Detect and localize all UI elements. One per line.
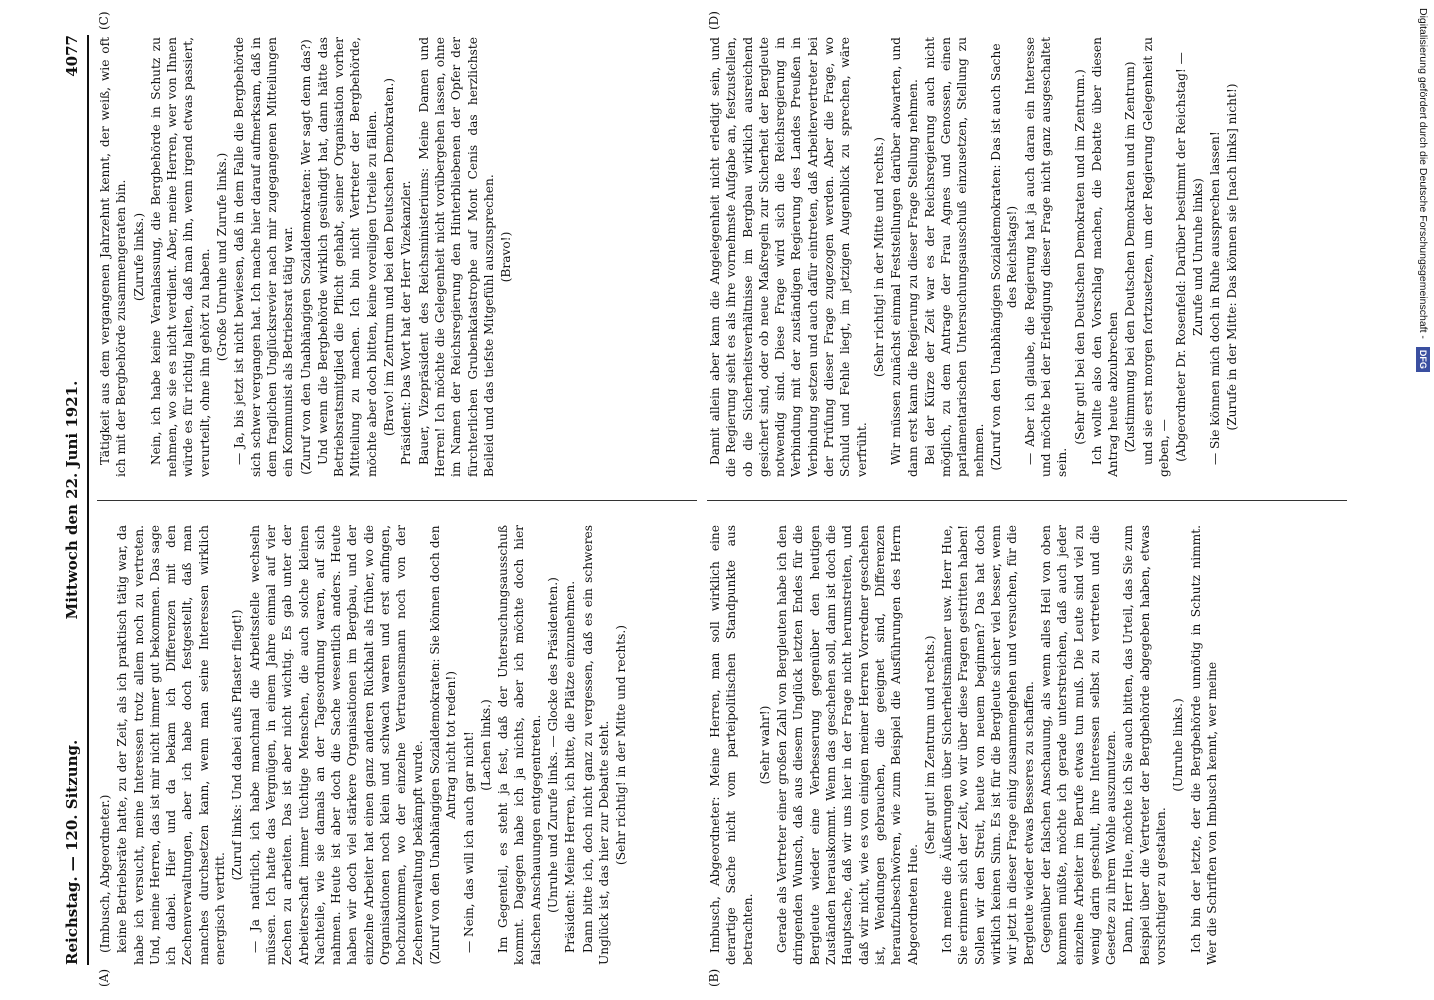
paragraph: Ich meine die Äußerungen über Sicherheitsmänner usw. Herr Hue, Sie erinnern sich der Zeit, wo wir über diese Fragen gestritten haben! Sollen wir den Streit, heute von neuem beginnen? Das hat doch wirklich keinen Sinn. Es ist für die Bergleute sicher viel besser, wenn wir jetzt in dieser Frage einig zusammengehen und versuchen, für die Bergleute wieder etwas Besseres zu schaffen.: [940, 525, 1036, 965]
paragraph: (Zurufe links.): [131, 212, 146, 302]
header-date: Mittwoch den 22. Juni 1921.: [63, 380, 81, 620]
paragraph: (Sehr richtig! in der Mitte und rechts.): [871, 136, 886, 378]
paragraph: (Große Unruhe und Zurufe links.): [215, 152, 230, 362]
paragraph: — Ja, bis jetzt ist nicht bewiesen, daß in dem Falle die Bergbehörde sich schwer vergangen hat. Ich mache hier darauf aufmerksam, daß in dem fraglichen Unglücksrevier nach mir zugegangenen Mitteilungen ein Kommunist als Betriebsrat tätig war.: [232, 37, 296, 477]
paragraph: Gerade als Vertreter einer großen Zahl von Bergleuten habe ich den dringenden Wunsch, daß aus diesem Unglück letzten Endes für die Bergleute wieder eine Verbesserung gegenüber den heutigen Zuständen herauskommt. Wenn das geschehen soll, dann ist doch die Hauptsache, daß wir uns hier in der Frage nicht herumstreiten, und daß wir nicht, wie es von einigen meiner Herren Vorredner geschehen ist, Wendungen gebrauchen, die geeignet sind, Differenzen heraufzubeschwören, wie zum Beispiel die Ausführungen des Herrn Abgeordneten Hue.: [775, 525, 920, 965]
header-rule: [87, 35, 89, 965]
paragraph: (Bravo! im Zentrum und bei den Deutschen Demokraten.): [382, 77, 397, 437]
paragraph: Ich wollte also den Vorschlag machen, die Debatte über diesen Antrag heute abzubrechen: [1089, 37, 1121, 477]
margin-marker-b: (B): [707, 968, 721, 987]
margin-marker-a: (A): [97, 968, 111, 987]
paragraph: (Imbusch, Abgeordneter.): [98, 794, 112, 953]
paragraph: — Ja natürlich, ich habe manchmal die Arbeitsstelle wechseln müssen. Ich hatte das Vergnügen, in einem Jahre einmal auf vier Zechen zu arbeiten. Das ist aber nicht wichtig. Es gab unter der Arbeiterschaft immer tüchtige Menschen, die auch solche kleinen Nachteile, wie sie damals an der Tagesordnung waren, auf sich nahmen. Heute ist aber doch die Sache wesentlich anders. Heute haben wir doch viel stärkere Organisationen im Bergbau, und der einzelne Arbeiter hat einen ganz anderen Rückhalt als früher, wo die Organisationen noch klein und schwach waren und erst anfingen, hochzukommen, wo der einzelne Vertrauensmann noch von der Zechenverwaltung bekämpft wurde.: [247, 525, 425, 965]
paragraph: Bei der Kürze der Zeit war es der Reichsregierung auch nicht möglich, zu dem Antrage der Frau Agnes und Genossen, einen parlamentarischen Untersuchungsausschuß einzusetzen, Stellung zu nehmen.: [922, 37, 986, 477]
lower-left-column: [707, 525, 1347, 965]
paragraph: Nein, ich habe keine Veranlassung, die Bergbehörde in Schutz zu nehmen, wo sie es nicht verdient. Aber, meine Herren, wer von Ihnen würde es für richtig halten, daß man ihn, wenn irgend etwas passiert, verurteilt, ohne ihn gehört zu haben.: [148, 37, 212, 477]
paragraph: (Sehr wahr!): [757, 705, 772, 785]
paragraph: und sie erst morgen fortzusetzen, um der Regierung Gelegenheit zu geben, —: [1140, 37, 1172, 477]
right-column: [97, 37, 697, 477]
paragraph: Gegenüber der falschen Anschauung, als wenn alles Heil von oben kommen müßte, möchte ich gerade unterstreichen, daß auch jeder einzelne Arbeiter im Berufe etwas tun muß. Die Leute sind viel zu wenig darin geschult, ihre Interessen selbst zu vertreten und die Gesetze zu ihrem Wohle auszunutzen.: [1038, 525, 1119, 965]
paragraph: (Unruhe und Zurufe links. — Glocke des Präsidenten.): [546, 577, 561, 913]
paragraph: (Sehr richtig! in der Mitte und rechts.): [614, 624, 629, 866]
paragraph: (Zuruf links: Und dabei aufs Pflaster fliegt!): [230, 609, 245, 881]
page-header: [57, 35, 87, 965]
paragraph: — Aber ich glaube, die Regierung hat ja auch daran ein Interesse und möchte bei der Erledigung dieser Frage nicht ganz ausgeschaltet sein.: [1022, 37, 1070, 477]
paragraph: (Zuruf von den Unabhängigen Sozialdemokraten: Das ist auch Sache des Reichstags!): [989, 43, 1020, 471]
page-number: 4077: [63, 35, 81, 77]
paragraph: (Abgeordneter Dr. Rosenfeld: Darüber bestimmt der Reichstag! — Zurufe und Unruhe links): [1174, 52, 1205, 462]
paragraph: (Zustimmung bei den Deutschen Demokraten und im Zentrum): [1123, 61, 1138, 453]
paragraph: Präsident: Das Wort hat der Herr Vizekanzler.: [399, 180, 414, 465]
lower-right-column: [707, 37, 1347, 477]
paragraph: Wir müssen zunächst einmal Feststellungen darüber abwarten, und dann erst kann die Regierung zu dieser Frage Stellung nehmen.: [889, 37, 920, 477]
paragraph: — Nein, das will ich auch gar nicht!: [461, 731, 476, 953]
paragraph: (Zuruf von den Unabhängigen Sozialdemokraten: Wer sagt denn das?): [298, 39, 313, 475]
dfg-logo: DFG: [1416, 347, 1430, 372]
paragraph: Imbusch, Abgeordneter: Meine Herren, man soll wirklich eine derartige Sache nicht vom parteipolitischen Standpunkte aus betrachten.: [708, 525, 755, 965]
dfg-side-note: [1412, 8, 1434, 993]
rotated-page-content: [57, 11, 1357, 987]
paragraph: Damit allein aber kann die Angelegenheit nicht erledigt sein, und die Regierung sieht es als ihre vornehmste Aufgabe an, festzustellen, ob die Sicherheitsverhältnisse im Bergbau wirklich ausreichend gesichert sind, oder ob neue Maßregeln zur Sicherheit der Bergleute notwendig sind. Diese Frage wird sich die Reichsregierung in Verbindung mit der zuständigen Regierung des Landes Preußen in Verbindung setzen und auch dafür eintreten, daß Arbeitervertreter bei der Prüfung dieser Frage zugezogen werden. Aber die Frage, wo Schuld und Fehle liegt, im jetzigen Augenblick zu sprechen, wäre verfrüht.: [708, 37, 869, 477]
paragraph: Dann, Herr Hue, möchte ich Sie auch bitten, das Urteil, das Sie zum Beispiel über die Vertreter der Bergbehörde abgegeben haben, etwas vorsichtiger zu gestalten.: [1121, 525, 1169, 965]
paragraph: (Sehr gut! bei den Deutschen Demokraten und im Zentrum.): [1072, 69, 1087, 445]
paragraph: Tätigkeit aus dem vergangenen Jahrzehnt kennt, der weiß, wie oft ich mit der Bergbehörde zusammengeraten bin.: [98, 37, 129, 477]
left-column: [97, 525, 697, 965]
paragraph: (Unruhe links.): [1171, 698, 1186, 792]
paragraph: (Zurufe in der Mitte: Das können sie [nach links] nicht!): [1225, 83, 1240, 431]
dfg-note-text: Digitalisierung gefördert durch die Deutsche Forschungsgemeinschaft -: [1417, 8, 1429, 339]
paragraph: Und wenn die Bergbehörde wirklich gesündigt hat, dann hätte das Betriebsratsmitglied die Pflicht gehabt, seiner Organisation vorher Mitteilung zu machen. Ich bin nicht Vertreter der Bergbehörde, möchte aber doch bitten, keine voreiligen Urteile zu fällen.: [315, 37, 379, 477]
margin-marker-d: (D): [707, 11, 721, 30]
column-divider: [97, 500, 697, 501]
paragraph: (Sehr gut! im Zentrum und rechts.): [922, 635, 937, 855]
paragraph: — Sie können mich doch in Ruhe aussprechen lassen!: [1207, 131, 1222, 465]
paragraph: keine Betriebsräte hatte, zu der Zeit, als ich praktisch tätig war, da habe ich versucht, meine Interessen trotz allem noch zu vertreten. Und, meine Herren, das ist mir nicht immer gut bekommen. Das sage ich dabei. Hier und da bekam ich Differenzen mit den Zechenverwaltungen, aber ich habe doch festgestellt, daß man manches durchsetzen kann, wenn man seine Interessen wirklich energisch vertritt.: [115, 525, 228, 965]
paragraph: (Bravo!): [499, 231, 514, 283]
paragraph: Präsident: Meine Herren, ich bitte, die Plätze einzunehmen.: [563, 580, 578, 953]
paragraph: (Zuruf von den Unabhängigen Sozialdemokraten: Sie können doch den Antrag nicht tot reden!): [427, 525, 459, 965]
paragraph: Ich bin der letzte, der die Bergbehörde unnötig in Schutz nimmt. Wer die Schriften von Imbusch kennt, wer meine: [1188, 525, 1219, 965]
paragraph: Dann bitte ich, doch nicht ganz zu vergessen, daß es ein schweres Unglück ist, das hier zur Debatte steht.: [580, 525, 611, 965]
header-session: Reichstag. — 120. Sitzung.: [63, 739, 81, 965]
paragraph: (Lachen links.): [478, 699, 493, 791]
column-divider-lower: [707, 500, 1347, 501]
paragraph: Im Gegenteil, es steht ja fest, daß der Untersuchungsausschuß kommt. Dagegen habe ich ja nichts, aber ich möchte doch hier falschen Anschauungen entgegentreten.: [496, 525, 543, 965]
margin-marker-c: (C): [97, 11, 111, 30]
paragraph: Bauer, Vizepräsident des Reichsministeriums: Meine Damen und Herren! Ich möchte die Gelegenheit nicht vorübergehen lassen, ohne im Namen der Reichsregierung den Hinterbliebenen der Opfer der fürchterlichen Grubenkatastrophe auf Mont Cenis das herzlichste Beileid und das tiefste Mitgefühl auszusprechen.: [416, 37, 496, 477]
